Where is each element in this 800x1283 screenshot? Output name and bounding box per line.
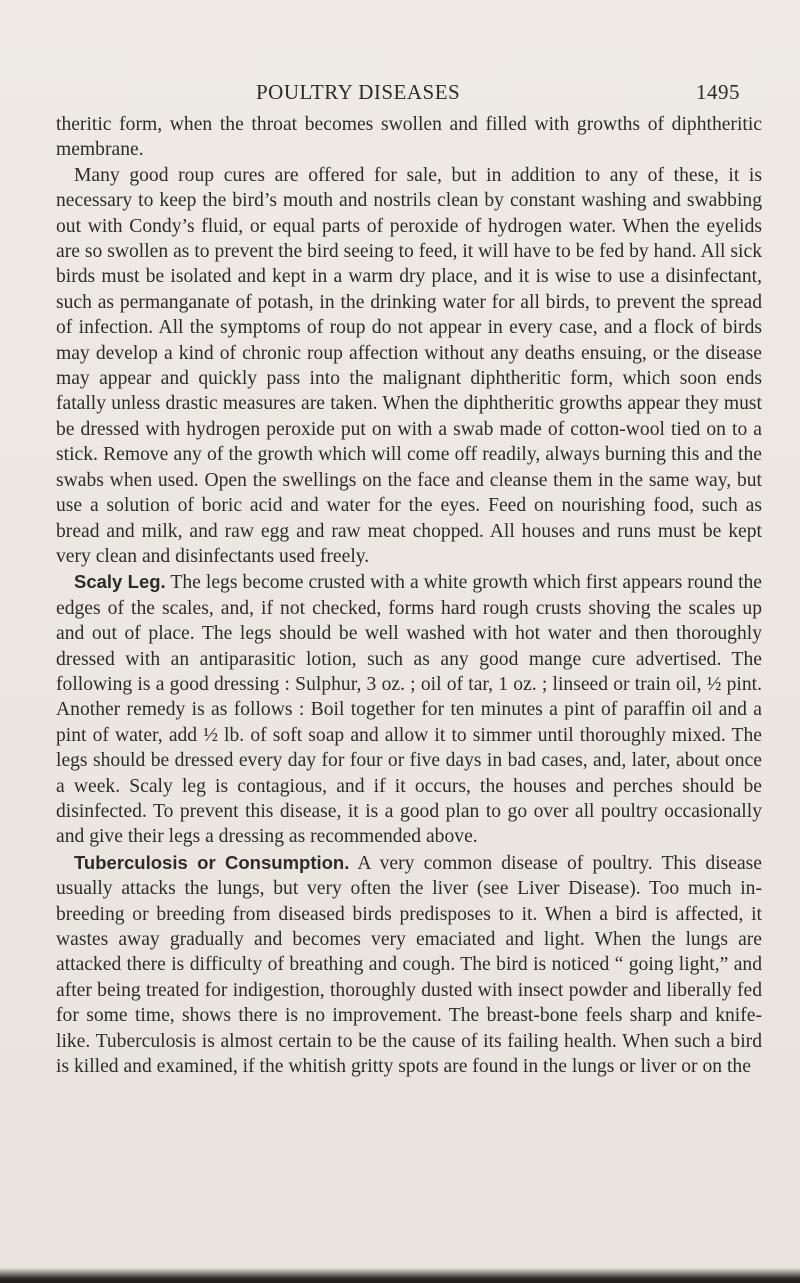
body-text	[56, 112, 762, 1079]
heading-tuberculosis: Tuberculosis or Consumption.	[74, 851, 350, 873]
heading-scaly-leg: Scaly Leg.	[74, 571, 166, 593]
page-bottom-edge	[0, 1268, 800, 1283]
paragraph-tuberculosis-text: A very common disease of poultry. This disease usually attacks the lungs, but very often the liver (see Liver Disease). Too much in-breeding or breeding from diseased birds predisposes to it. When a bird is affected, it wastes away gradually and becomes very emaciated and light. When the lungs are attacked there is difficulty of breathing and cough. The bird is noticed “ going light,” and after being treated for indigestion, thoroughly dusted with insect powder and liberally fed for some time, shows there is no improvement. The breast-bone feels sharp and knife-like. Tuberculosis is almost certain to be the cause of its failing health. When such a bird is killed and examined, if the whitish gritty spots are found in the lungs or liver or on the	[56, 852, 762, 1078]
page-header	[56, 80, 740, 110]
paragraph-scaly-leg-text: The legs become crusted with a white growth which first appears round the edges of the scales, and, if not checked, forms hard rough crusts shoving the scales up and out of place. The legs should be well washed with hot water and then thoroughly dressed with an antiparasitic lotion, such as any good mange cure advertised. The following is a good dressing : Sulphur, 3 oz. ; oil of tar, 1 oz. ; linseed or train oil, ½ pint. Another remedy is as follows : Boil together for ten minutes a pint of paraffin oil and a pint of water, add ½ lb. of soft soap and allow it to simmer until thoroughly mixed. The legs should be dressed every day for four or five days in bad cases, and, later, about once a week. Scaly leg is contagious, and if it occurs, the houses and perches should be disinfected. To prevent this disease, it is a good plan to go over all poultry occasionally and give their legs a dressing as recommended above.	[56, 572, 763, 848]
running-title: POULTRY DISEASES	[256, 80, 461, 104]
paragraph-tuberculosis	[56, 850, 762, 1080]
paragraph-roup-continued: theritic form, when the throat becomes swollen and filled with growths of diphtheritic membrane.	[56, 114, 762, 161]
paragraph-scaly-leg	[56, 569, 762, 849]
paragraph-roup-treatment: Many good roup cures are offered for sale, but in addition to any of these, it is necessary to keep the bird’s mouth and nostrils clean by constant washing and swabbing out with Condy’s fluid, or equal parts of peroxide of hydrogen water. When the eyelids are so swollen as to prevent the bird seeing to feed, it will have to be fed by hand. All sick birds must be isolated and kept in a warm dry place, and it is wise to use a disinfectant, such as permanganate of potash, in the drinking water for all birds, to prevent the spread of infection. All the symptoms of roup do not appear in every case, and a flock of birds may develop a kind of chronic roup affection without any deaths ensuing, or the disease may appear and quickly pass into the malignant diphtheritic form, which soon ends fatally unless drastic measures are taken. When the diphtheritic growths appear they must be dressed with hydrogen peroxide put on with a swab made of cotton-wool tied on to a stick. Remove any of the growth which will come off readily, always burning this and the swabs when used. Open the swellings on the face and cleanse them in the same way, but use a solution of boric acid and water for the eyes. Feed on nourishing food, such as bread and milk, and raw egg and raw meat chopped. All houses and runs must be kept very clean and disinfectants used freely.	[56, 164, 762, 567]
page-number: 1495	[696, 80, 740, 104]
